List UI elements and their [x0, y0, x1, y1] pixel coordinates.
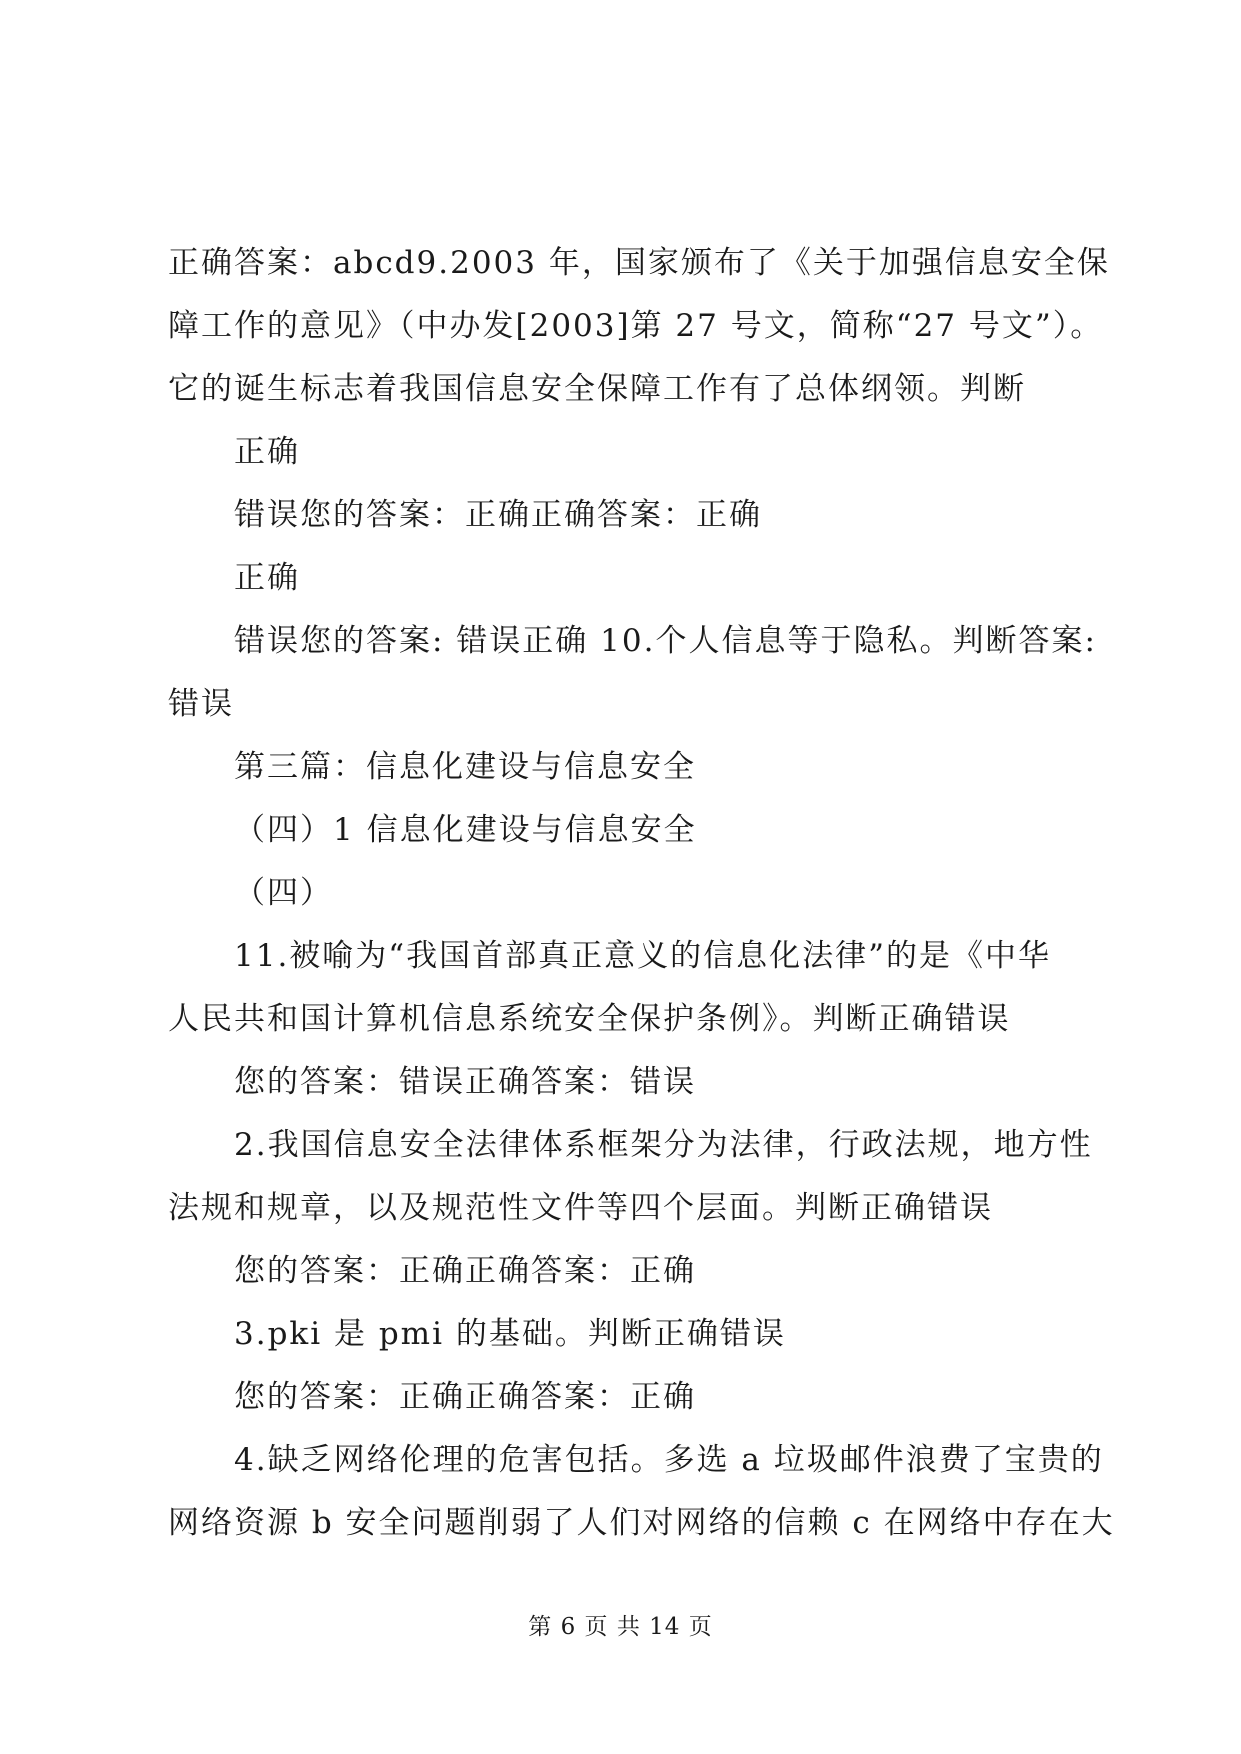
text-line: 错误	[168, 686, 234, 722]
text-line: 正确	[234, 560, 300, 596]
text-line: 正确	[234, 434, 300, 470]
text-line: 正确答案：abcd9.2003 年，国家颁布了《关于加强信息安全保	[168, 245, 1110, 281]
text-line: 错误您的答案：正确正确答案：正确	[234, 497, 762, 533]
text-line: 您的答案：正确正确答案：正确	[234, 1379, 696, 1415]
text-line: 3.pki 是 pmi 的基础。判断正确错误	[234, 1316, 786, 1352]
paragraph-answer	[168, 1366, 1088, 1429]
text-line: 第三篇：信息化建设与信息安全	[234, 749, 696, 785]
text-line: 网络资源 b 安全问题削弱了人们对网络的信赖 c 在网络中存在大	[168, 1505, 1115, 1541]
subsection-label	[168, 862, 1088, 925]
paragraph-answer	[168, 1240, 1088, 1303]
text-line: 错误您的答案: 错误正确 10.个人信息等于隐私。判断答案:	[234, 623, 1097, 659]
subsection-heading	[168, 799, 1088, 862]
page-footer: 第 6 页 共 14 页	[528, 1614, 713, 1640]
paragraph-option-correct	[168, 421, 1088, 484]
text-line: 人民共和国计算机信息系统安全保护条例》。判断正确错误	[168, 1001, 1011, 1037]
text-line: 您的答案：正确正确答案：正确	[234, 1253, 696, 1289]
paragraph-question-3	[168, 1303, 1088, 1366]
text-line: 它的诞生标志着我国信息安全保障工作有了总体纲领。判断	[168, 371, 1026, 407]
text-line: 法规和规章，以及规范性文件等四个层面。判断正确错误	[168, 1190, 993, 1226]
paragraph-question-2	[168, 1114, 1093, 1240]
section-heading	[168, 736, 1088, 799]
document-body	[168, 232, 1115, 1555]
paragraph-option-correct	[168, 547, 1088, 610]
paragraph-question-11	[168, 925, 1088, 1051]
paragraph-question-4	[168, 1429, 1115, 1555]
text-line: 您的答案：错误正确答案：错误	[234, 1064, 696, 1100]
paragraph-answer	[168, 1051, 1088, 1114]
paragraph-answer-9	[168, 232, 1110, 421]
text-line: （四）1 信息化建设与信息安全	[234, 812, 697, 848]
text-line: 4.缺乏网络伦理的危害包括。多选 a 垃圾邮件浪费了宝贵的	[234, 1442, 1104, 1478]
text-line: 11.被喻为“我国首部真正意义的信息化法律”的是《中华	[234, 938, 1051, 974]
paragraph-option-answer	[168, 484, 1088, 547]
text-line: 2.我国信息安全法律体系框架分为法律，行政法规，地方性	[234, 1127, 1093, 1163]
text-line: 障工作的意见》（中办发[2003]第 27 号文，简称“27 号文”）。	[168, 308, 1104, 344]
text-line: （四）	[234, 875, 333, 911]
paragraph-question-10	[168, 610, 1097, 736]
